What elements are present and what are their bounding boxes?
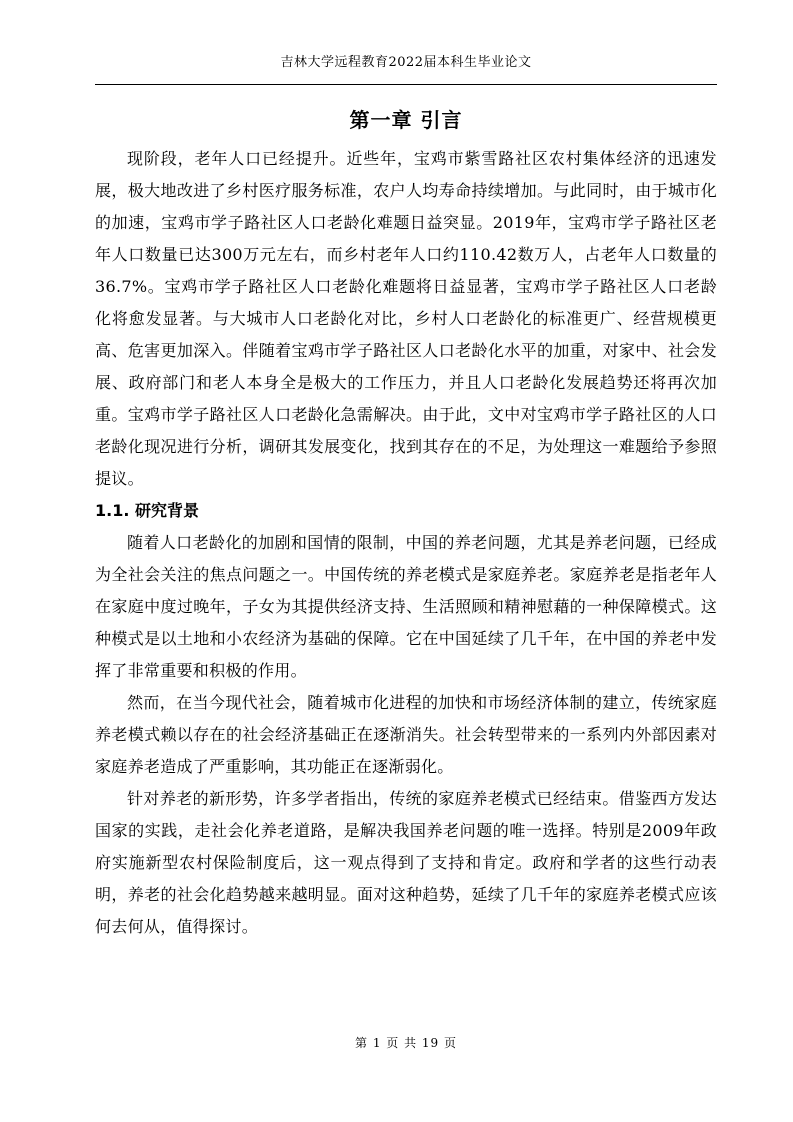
background-paragraph-1: 随着人口老龄化的加剧和国情的限制，中国的养老问题，尤其是养老问题，已经成为全社会关注的焦点问题之一。中国传统的养老模式是家庭养老。家庭养老是指老年人在家庭中度过晚年，子女为其提供经济支持、生活照顾和精神慰藉的一种保障模式。这种模式是以土地和小农经济为基础的保障。它在中国延续了几千年，在中国的养老中发挥了非常重要和积极的作用。 (95, 533, 717, 680)
section-heading: 1.1. 研究背景 (95, 501, 199, 520)
background-paragraph-3: 针对养老的新形势，许多学者指出，传统的家庭养老模式已经结束。借鉴西方发达国家的实践，走社会化养老道路，是解决我国养老问题的唯一选择。特别是2009年政府实施新型农村保险制度后，这一观点得到了支持和肯定。政府和学者的这些行动表明，养老的社会化趋势越来越明显。面对这种趋势，延续了几千年的家庭养老模式应该何去何从，值得探讨。 (95, 789, 717, 936)
running-header: 吉林大学远程教育2022届本科生毕业论文 (280, 55, 532, 70)
background-paragraph-2: 然而，在当今现代社会，随着城市化进程的加快和市场经济体制的建立，传统家庭养老模式赖以存在的社会经济基础正在逐渐消失。社会转型带来的一系列内外部因素对家庭养老造成了严重影响，其功能正在逐渐弱化。 (95, 693, 717, 776)
page-number: 第 1 页 共 19 页 (355, 1036, 457, 1050)
body-text (95, 143, 717, 943)
chapter-title: 第一章 引言 (349, 108, 463, 132)
header-divider (95, 84, 717, 85)
intro-paragraph: 现阶段，老年人口已经提升。近些年，宝鸡市紫雪路社区农村集体经济的迅速发展，极大地改进了乡村医疗服务标准，农户人均寿命持续增加。与此同时，由于城市化的加速，宝鸡市学子路社区人口老龄化难题日益突显。2019年，宝鸡市学子路社区老年人口数量已达300万元左右，而乡村老年人口约110.42数万人，占老年人口数量的36.7%。宝鸡市学子路社区人口老龄化难题将日益显著，宝鸡市学子路社区人口老龄化将愈发显著。与大城市人口老龄化对比，乡村人口老龄化的标准更广、经营规模更高、危害更加深入。伴随着宝鸡市学子路社区人口老龄化水平的加重，对家中、社会发展、政府部门和老人本身全是极大的工作压力，并且人口老龄化发展趋势还将再次加重。宝鸡市学子路社区人口老龄化急需解决。由于此，文中对宝鸡市学子路社区的人口老龄化现况进行分析，调研其发展变化，找到其存在的不足，为处理这一难题给予参照提议。 (95, 149, 717, 488)
